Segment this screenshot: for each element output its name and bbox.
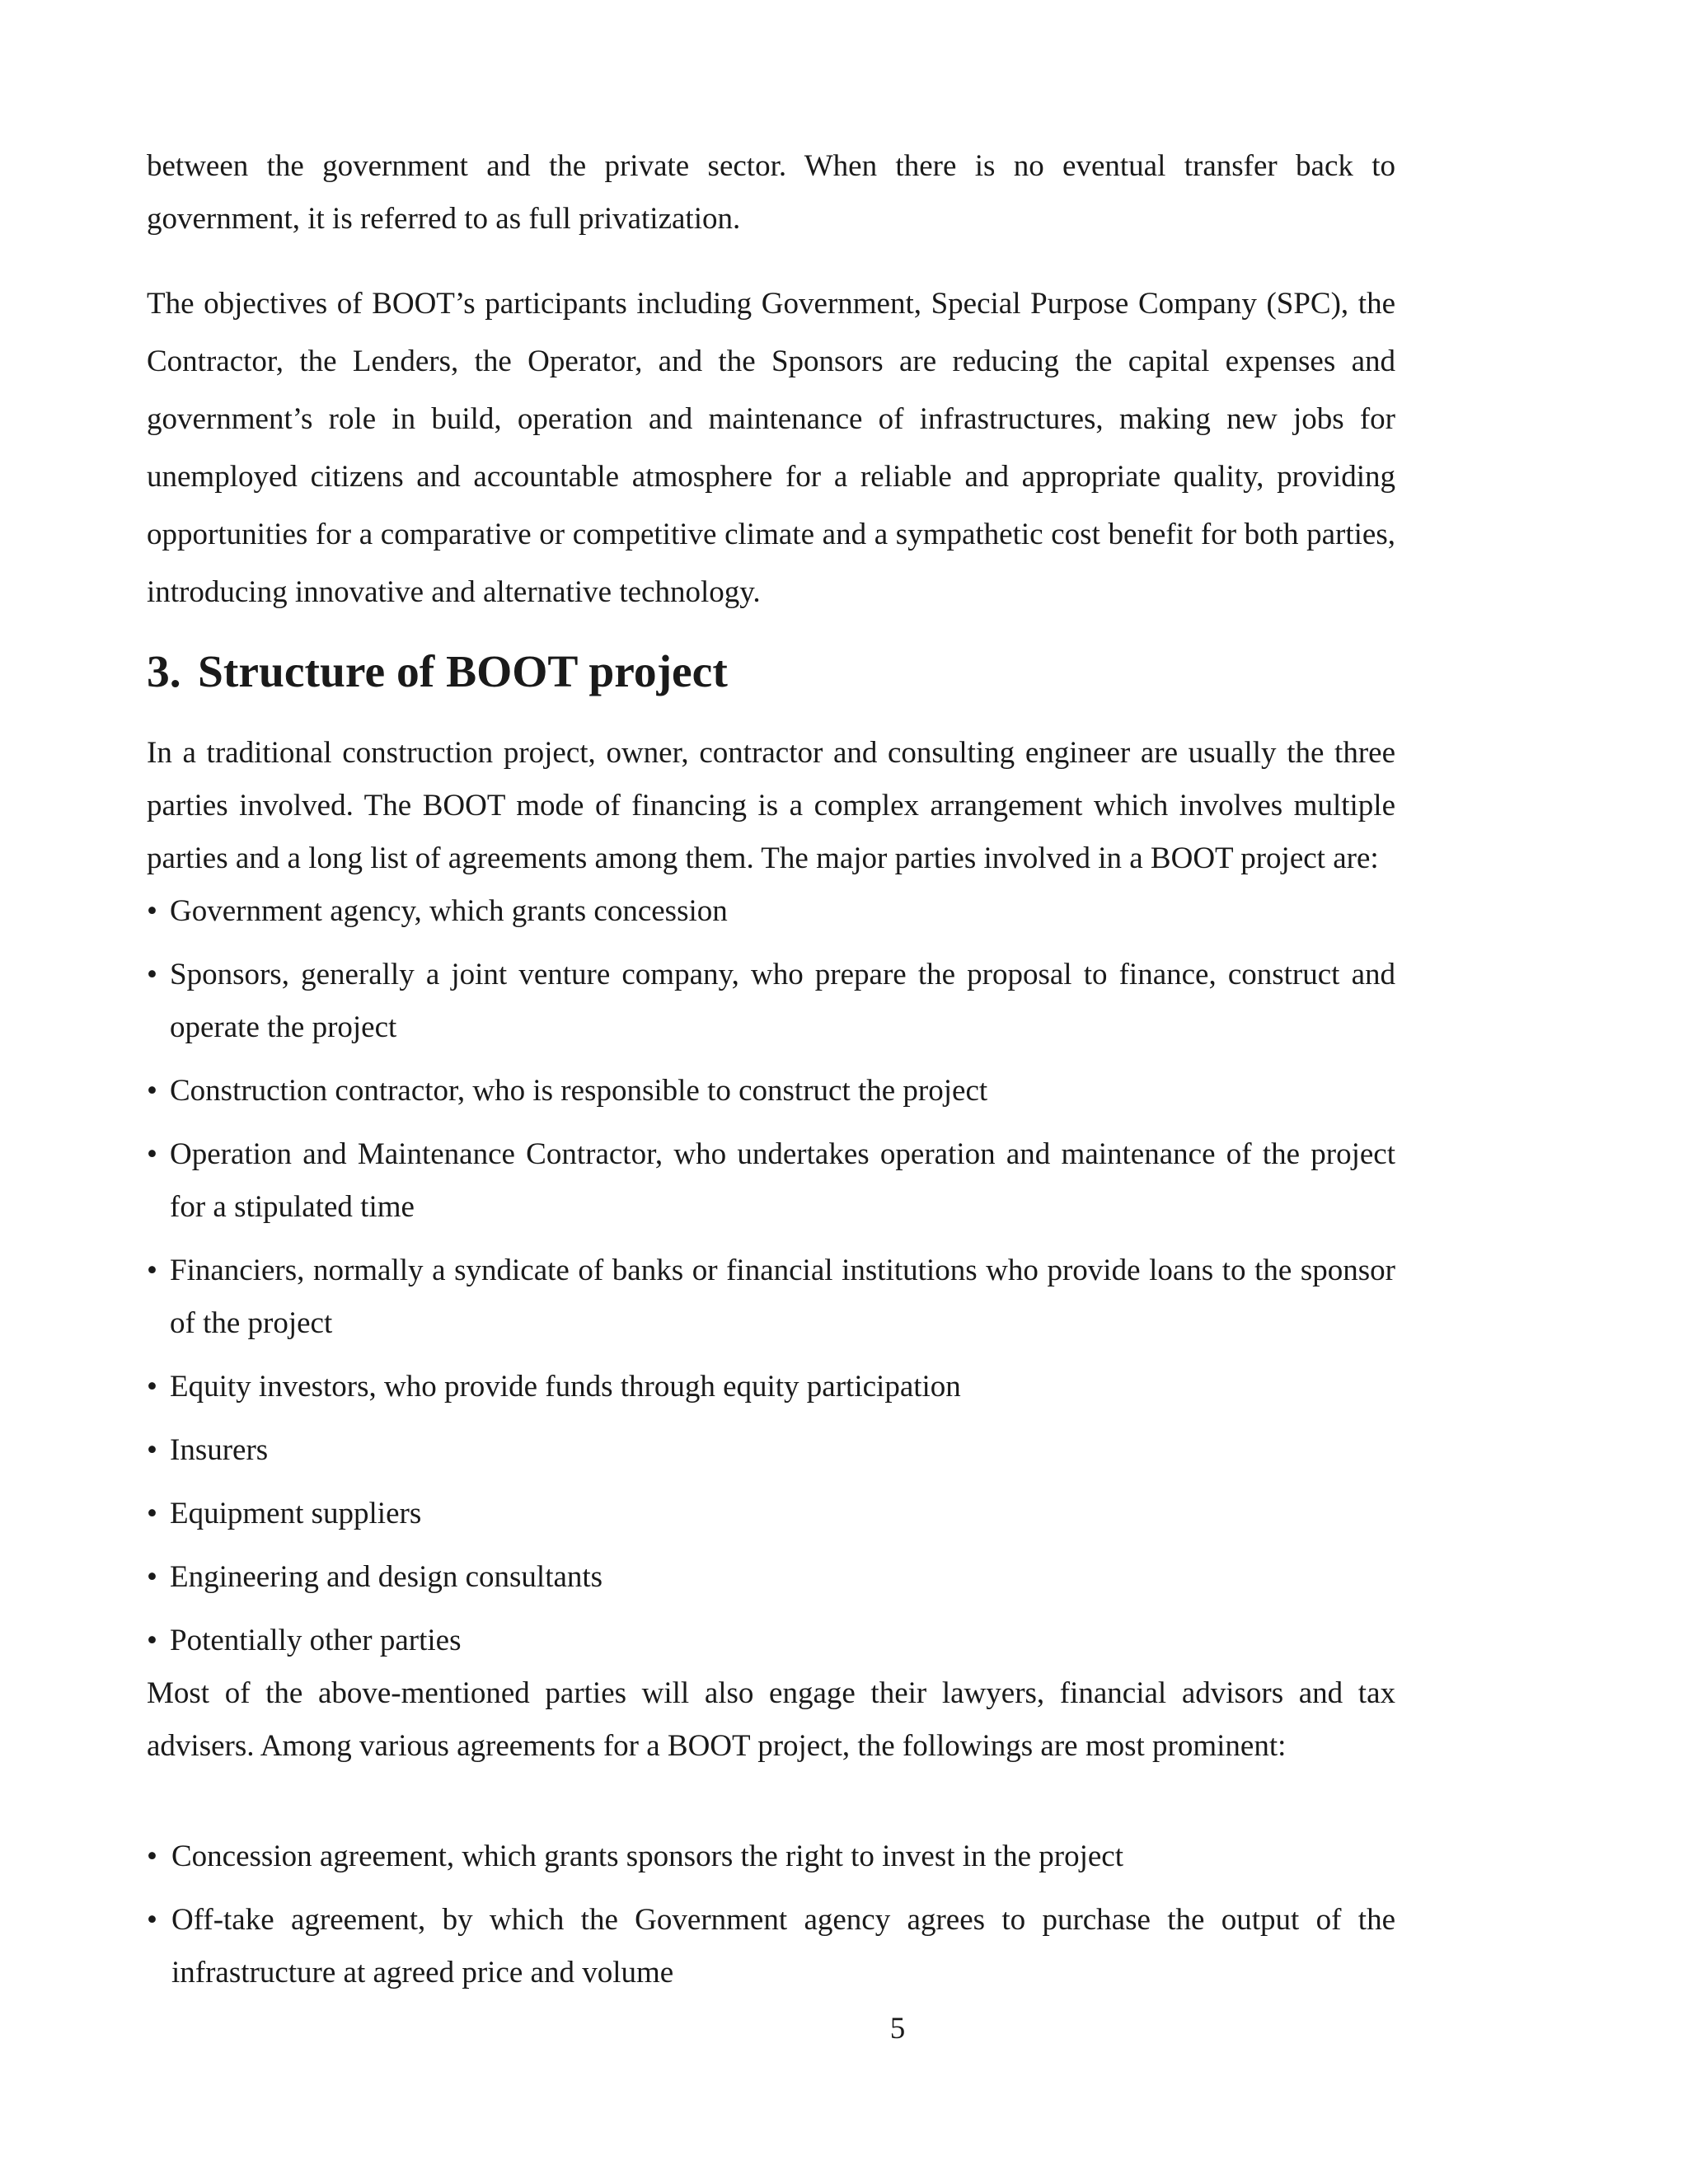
list-item-text: Government agency, which grants concession xyxy=(170,894,728,928)
intro-paragraph: between the government and the private sector. When there is no eventual transfer back to government, it is referred to as full privatization. xyxy=(147,149,1395,236)
advisers-paragraph: Most of the above-mentioned parties will also engage their lawyers, financial advisors and tax advisers. Among various agreements for a BOOT project, the followings are most prominent: xyxy=(147,1676,1395,1763)
bullet-icon: • xyxy=(147,1370,157,1404)
list-item xyxy=(147,1894,1395,1999)
section-heading xyxy=(147,646,1395,699)
objectives-paragraph: The objectives of BOOT’s participants including Government, Special Purpose Company (SPC), the Contractor, the Lenders, the Operator, and the Sponsors are reducing the capital expenses and government’s role in build, operation and maintenance of infrastructures, making new jobs for unemployed citizens and accountable atmosphere for a reliable and appropriate quality, providing opportunities for a comparative or competitive climate and a sympathetic cost benefit for both parties, introducing innovative and alternative technology. xyxy=(147,287,1395,609)
bullet-icon: • xyxy=(147,1840,157,1873)
list-item-text: Insurers xyxy=(170,1433,269,1467)
bullet-icon: • xyxy=(147,1074,157,1108)
list-item-text: Operation and Maintenance Contractor, who undertakes operation and maintenance of the project for a stipulated time xyxy=(170,1137,1395,1224)
list-item xyxy=(147,949,1395,1054)
list-item xyxy=(147,1830,1395,1883)
list-item xyxy=(147,1551,1395,1604)
list-item xyxy=(147,1244,1395,1350)
bullet-icon: • xyxy=(147,1497,157,1530)
bullet-icon: • xyxy=(147,1560,157,1594)
structure-intro-paragraph: In a traditional construction project, owner, contractor and consulting engineer are usually the three parties involved. The BOOT mode of financing is a complex arrangement which involves multiple parties and a long list of agreements among them. The major parties involved in a BOOT project are: xyxy=(147,736,1395,875)
list-item-text: Potentially other parties xyxy=(170,1624,462,1657)
list-item-text: Equipment suppliers xyxy=(170,1497,422,1530)
list-item xyxy=(147,1424,1395,1477)
list-item xyxy=(147,1065,1395,1118)
section-title: Structure of BOOT project xyxy=(198,647,728,697)
bullet-icon: • xyxy=(147,1903,157,1937)
bullet-icon: • xyxy=(147,958,157,991)
list-item-text: Engineering and design consultants xyxy=(170,1560,603,1594)
bullet-icon: • xyxy=(147,1137,157,1171)
bullet-icon: • xyxy=(147,1624,157,1657)
bullet-icon: • xyxy=(147,894,157,928)
list-item-text: Financiers, normally a syndicate of banks or financial institutions who provide loans to the sponsor of the project xyxy=(170,1254,1395,1340)
list-item-text: Sponsors, generally a joint venture company, who prepare the proposal to finance, construct and operate the project xyxy=(170,958,1395,1044)
parties-list xyxy=(147,885,1395,1667)
list-item-text: Off-take agreement, by which the Government agency agrees to purchase the output of the infrastructure at agreed price and volume xyxy=(171,1903,1395,1990)
bullet-icon: • xyxy=(147,1254,157,1287)
document-page xyxy=(147,140,1395,2010)
agreements-list xyxy=(147,1830,1395,1999)
page-number: 5 xyxy=(889,2012,906,2046)
list-item xyxy=(147,1488,1395,1540)
list-item xyxy=(147,1128,1395,1234)
list-item xyxy=(147,1615,1395,1667)
section-number: 3. xyxy=(147,647,181,697)
list-item xyxy=(147,885,1395,938)
bullet-icon: • xyxy=(147,1433,157,1467)
list-item xyxy=(147,1361,1395,1413)
list-item-text: Equity investors, who provide funds through equity participation xyxy=(170,1370,961,1404)
list-item-text: Concession agreement, which grants sponsors the right to invest in the project xyxy=(171,1840,1123,1873)
list-item-text: Construction contractor, who is responsible to construct the project xyxy=(170,1074,988,1108)
